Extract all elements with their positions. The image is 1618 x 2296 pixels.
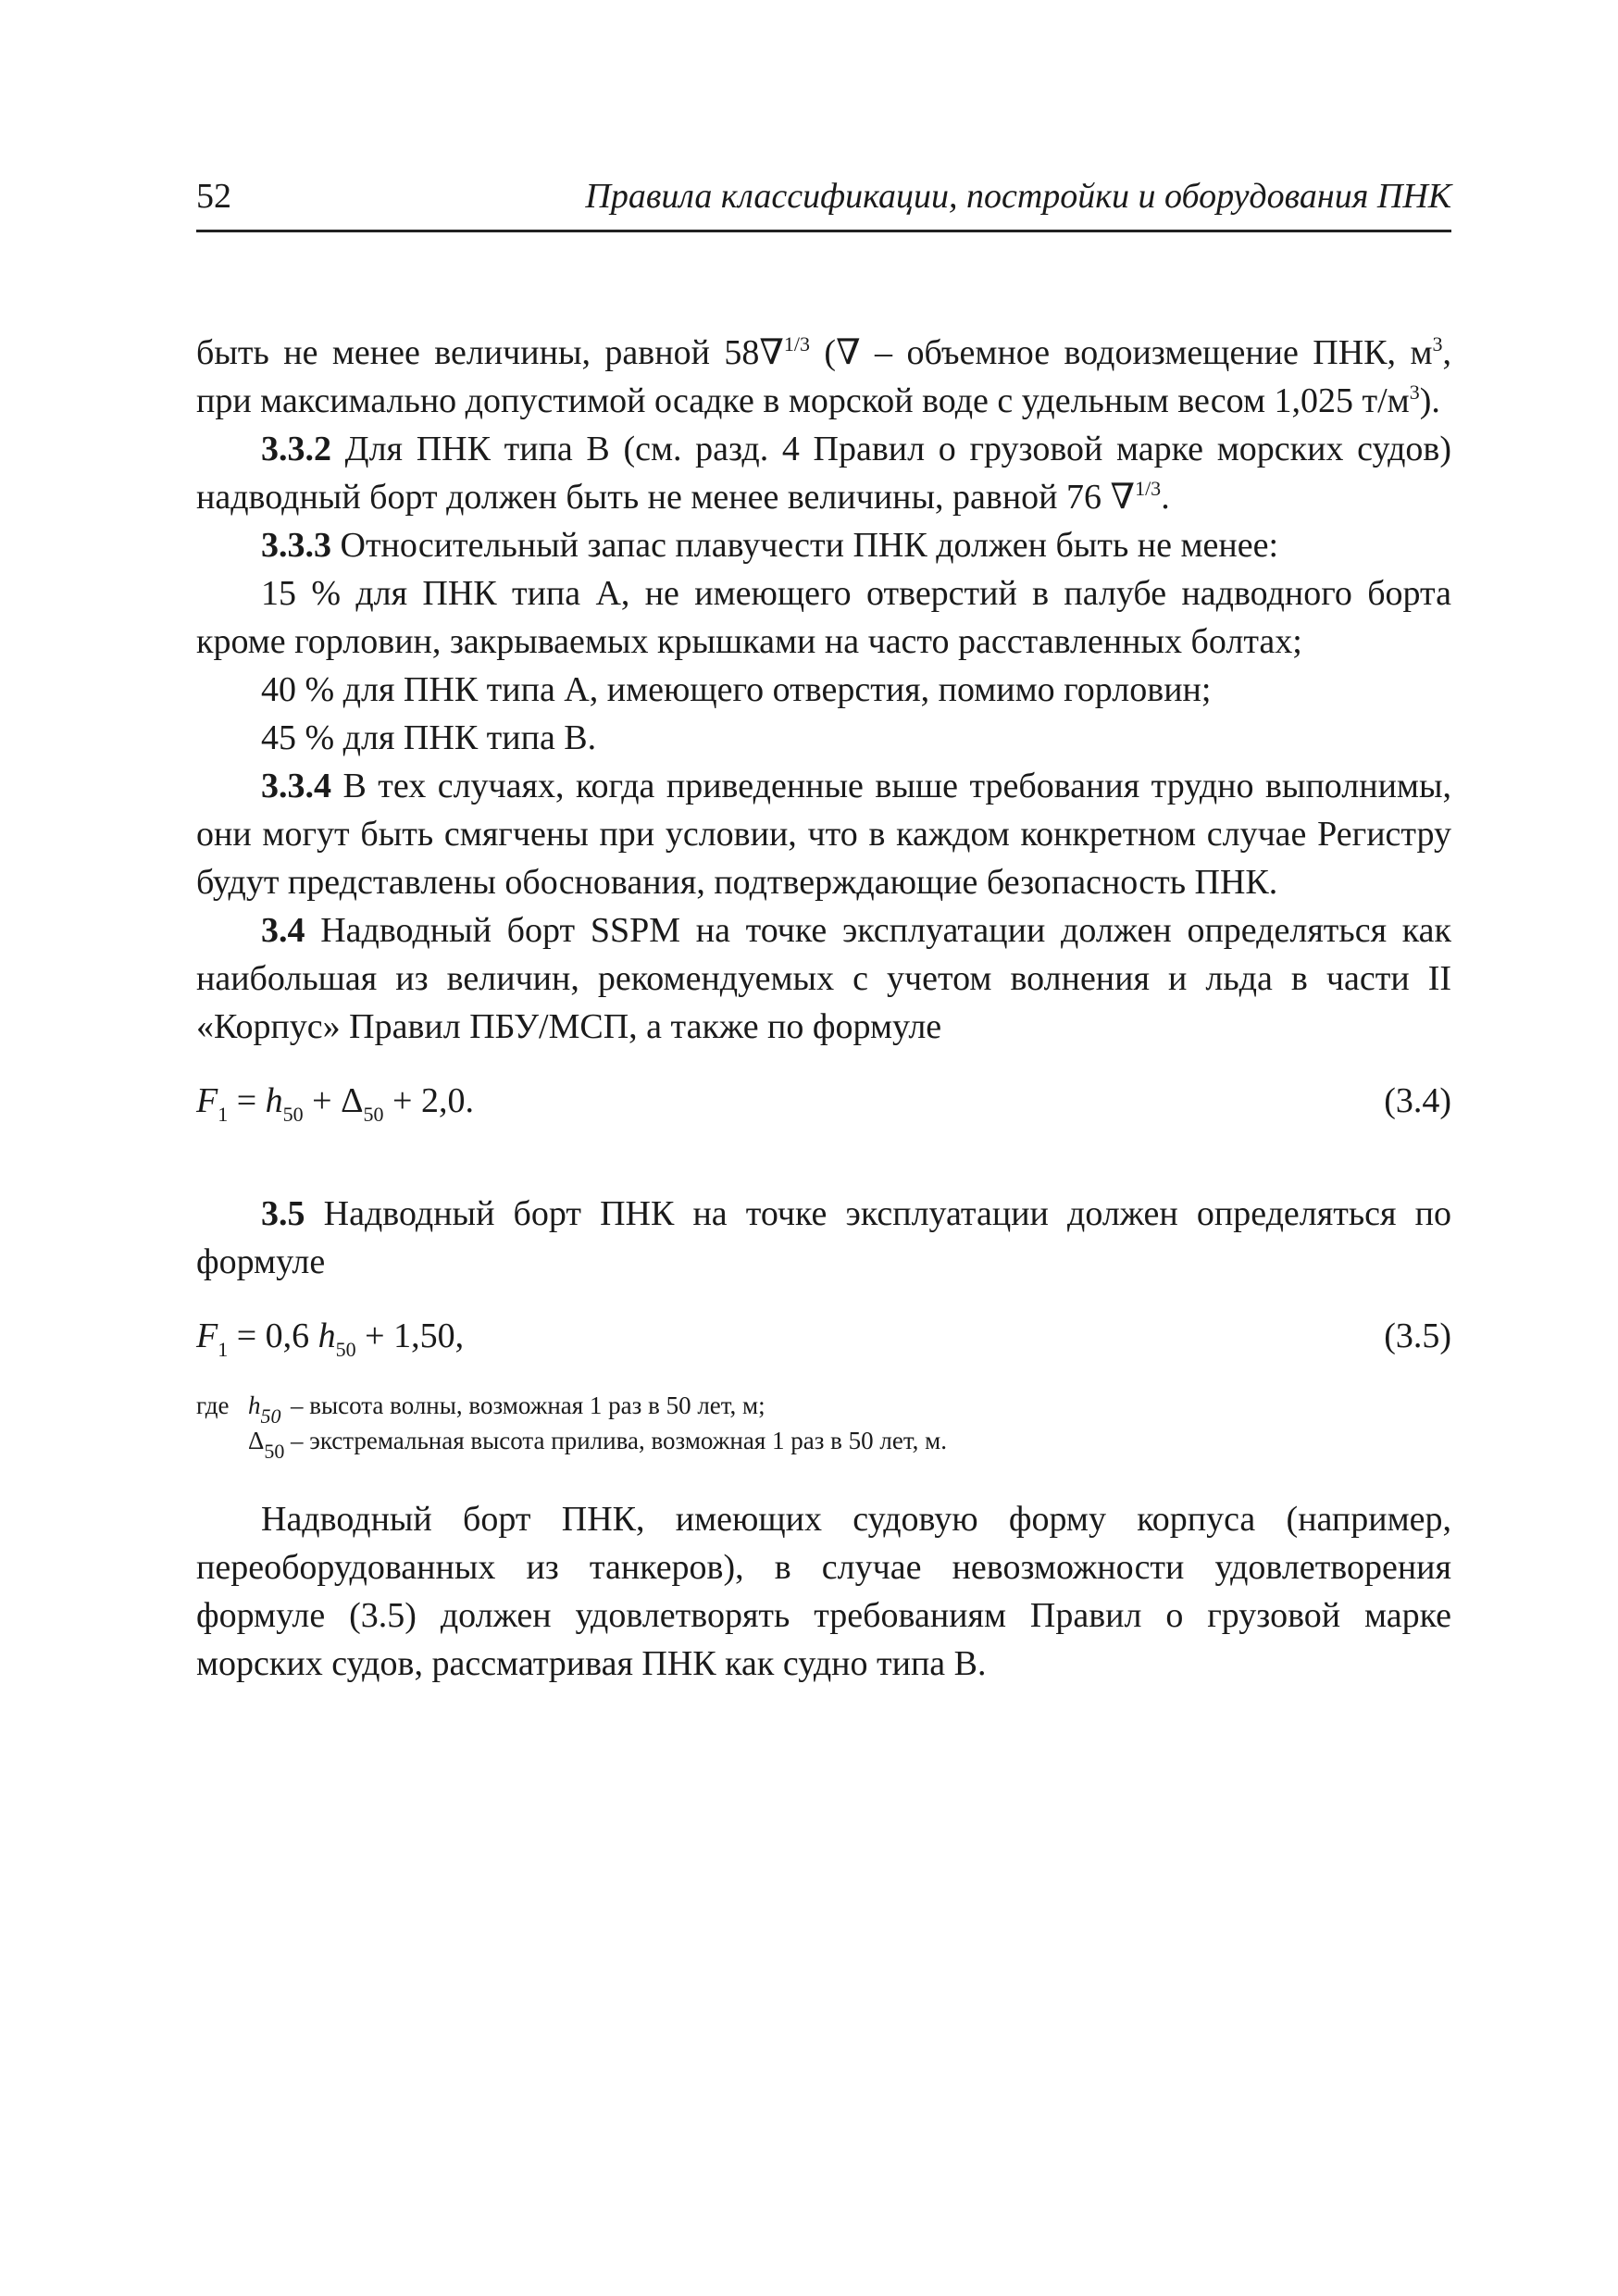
paragraph-final: Надводный борт ПНК, имеющих судовую форму корпуса (например, переоборудованных из танкеров), в случае невозможности удовлетворения формуле (3.5) должен удовлетворять требованиям Правил о грузовой марке морских судов, рассматривая ПНК как судно типа В. [196,1500,1451,1683]
page-body [196,329,1451,1688]
page-header [196,176,1451,232]
paragraph-continuation: быть не менее величины, равной 58∇$^{1/3}$ (∇ – объемное водоизмещение ПНК, $м^3$, при максимально допустимой осадке в морской воде с удельным весом 1,025 $т/м^3$). [196,332,1451,420]
running-title: Правила классификации, постройки и оборудования ПНК [585,177,1451,216]
clause-number: 3.5 [261,1194,305,1233]
clause-number: 3.3.2 [261,430,331,468]
clause-number: 3.3.4 [261,767,331,805]
formula-expression: $F_1 = h_{50} + \Delta_{50} + 2,0$. [196,1081,474,1126]
legend-row [196,1423,1451,1463]
paragraph-3-3-2: 3.3.2 Для ПНК типа В (см. разд. 4 Правил о грузовой марке морских судов) надводный борт должен быть не менее величины, равной 76 ∇$^{1/3}$. [196,430,1451,517]
symbol-legend [196,1388,1451,1463]
paragraph-3-3-3: 3.3.3 Относительный запас плавучести ПНК должен быть не менее: [261,526,1279,565]
clause-number: 3.3.3 [261,526,331,565]
formula-expression: $F_1 = 0,6$ $h_{50} + 1,50$, [196,1316,465,1361]
clause-number: 3.4 [261,911,305,950]
paragraph-3-5: 3.5 Надводный борт ПНК на точке эксплуатации должен определяться по формуле [196,1194,1451,1281]
paragraph-3-3-4: 3.3.4 В тех случаях, когда приведенные выше требования трудно выполнимы, они могут быть смягчены при условии, что в каждом конкретном случае Регистру будут представлены обоснования, подтверждающие безопасность ПНК. [196,767,1451,902]
list-item: 40 % для ПНК типа А, имеющего отверстия, помимо горловин; [261,670,1212,709]
formula-number: (3.4) [1384,1081,1451,1120]
legend-description: – экстремальная высота прилива, возможная 1 раз в 50 лет, м. [291,1427,947,1454]
paragraph-3-4: 3.4 Надводный борт SSPM на точке эксплуатации должен определяться как наибольшая из величин, рекомендуемых с учетом волнения и льда в части II «Корпус» Правил ПБУ/МСП, а также по формуле [196,911,1451,1046]
formula-number: (3.5) [1384,1316,1451,1355]
legend-description: – высота волны, возможная 1 раз в 50 лет, м; [291,1391,765,1419]
list-item: 15 % для ПНК типа А, не имеющего отверстий в палубе надводного борта кроме горловин, закрываемых крышками на часто расставленных болтах; [196,574,1451,661]
legend-symbol: $h_{50}$ [248,1391,281,1428]
page-number: 52 [196,177,231,216]
legend-symbol: $\Delta_{50}$ [248,1427,285,1463]
legend-where-label: где [196,1391,230,1419]
formula-3-4 [196,1075,1451,1127]
legend-row [196,1388,1451,1428]
list-item: 45 % для ПНК типа В. [261,718,597,757]
formula-3-5 [196,1310,1451,1362]
